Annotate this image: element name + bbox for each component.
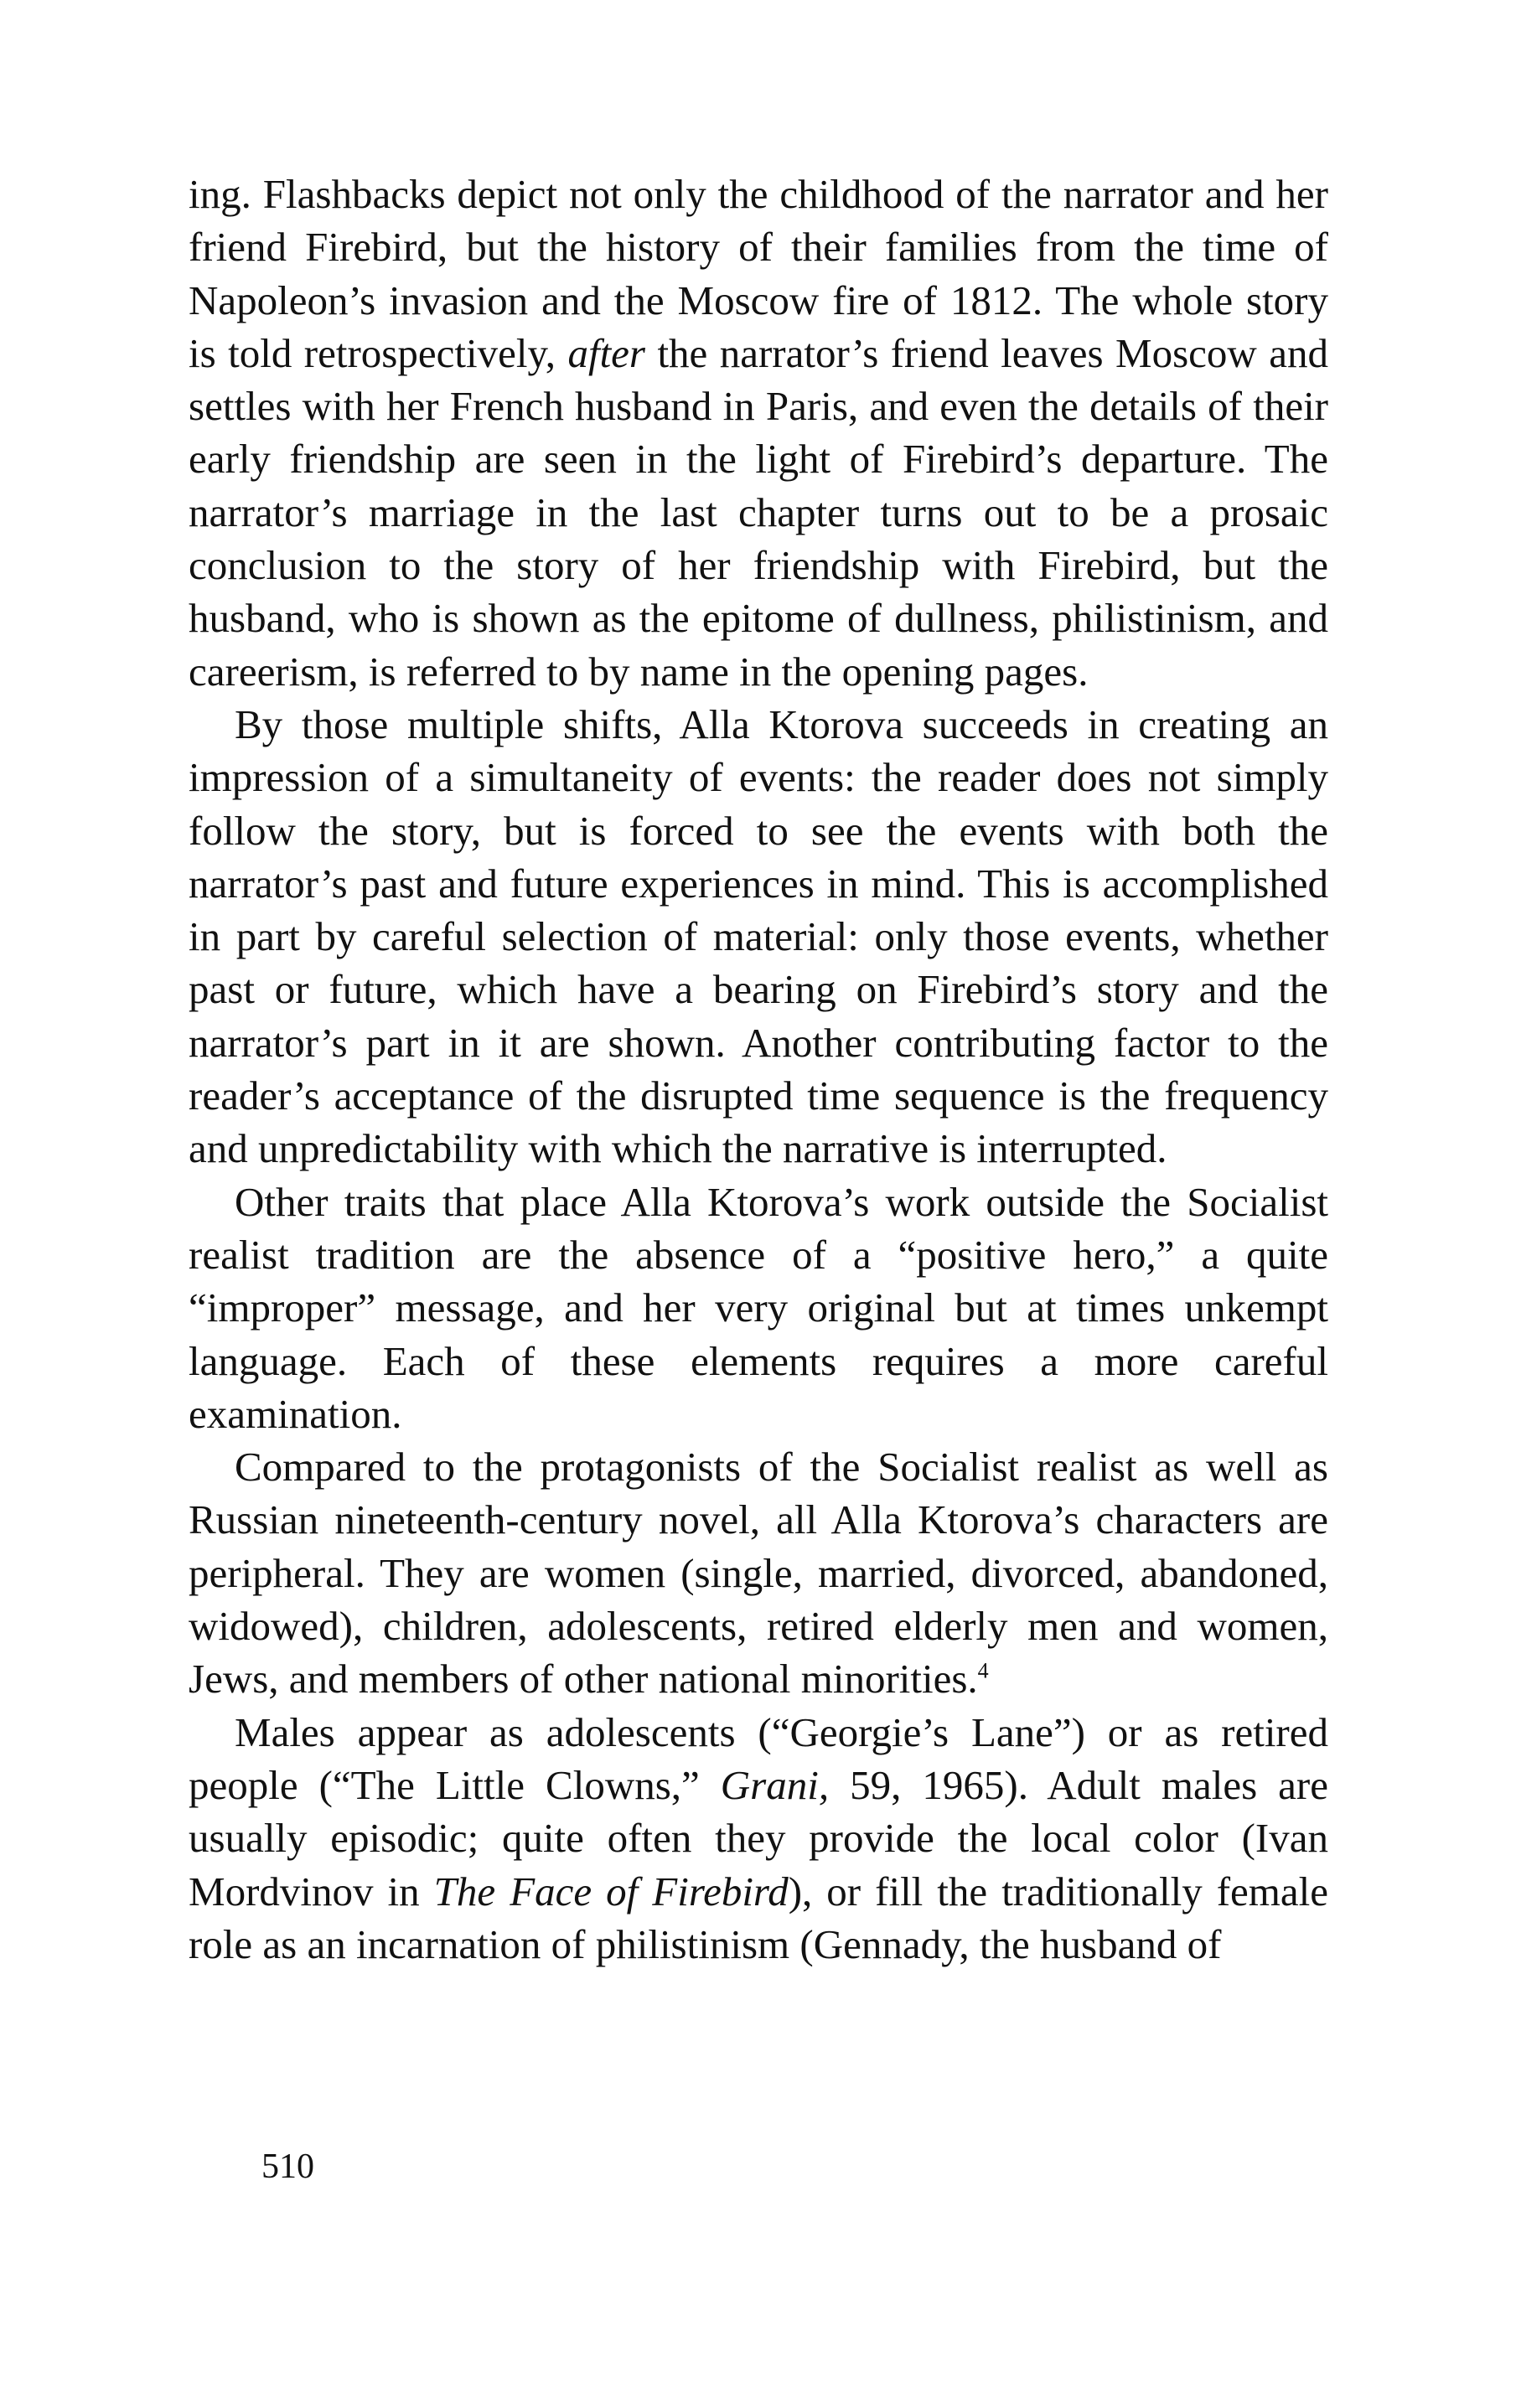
paragraph-5: [189, 1706, 1328, 1971]
paragraph-2-text: By those multiple shifts, Alla Ktorova succeeds in creating an impression of a simultaneity of events: the reader does not simply follow the story, but is forced to see the events with both the narrator’s past and future experiences in mind. This is accomplished in part by careful selection of material: only those events, whether past or future, which have a bearing on Firebird’s story and the narrator’s part in it are shown. Another contributing factor to the reader’s acceptance of the disrupted time sequence is the frequency and unpredictability with which the narrative is interrupted.: [189, 700, 1328, 1172]
paragraph-2: [189, 698, 1328, 1176]
paragraph-1: [189, 168, 1328, 698]
paragraph-4: [189, 1440, 1328, 1705]
footnote-reference: 4: [977, 1658, 989, 1683]
paragraph-1-italic-after: after: [567, 329, 645, 376]
paragraph-1-text-1: ing. Flashbacks depict not only the childhood of the narrator and her friend Firebird, but the history of their families from the time of Napoleon’s invasion and the Moscow fire of 1812. The whole story is told retrospectively,: [189, 171, 1328, 376]
paragraph-3-text: Other traits that place Alla Ktorova’s work outside the Socialist realist tradition are the absence of a “positive hero,” a quite “improper” message, and her very original but at times unkempt language. Each of these elements requires a more careful examination.: [189, 1178, 1328, 1437]
paragraph-4-text: Compared to the protagonists of the Socialist realist as well as Russian nineteenth-century novel, all Alla Ktorova’s characters are peripheral. They are women (single, married, divorced, abandoned, widowed), children, adolescents, retired elderly men and women, Jews, and members of other national minorities.: [189, 1444, 1328, 1703]
paragraph-3: [189, 1176, 1328, 1440]
paragraph-5-text-1: Males appear as adolescents (“Georgie’s Lane”) or as retired people (“The Little Clowns,”: [189, 1708, 1328, 1808]
page-body: [189, 168, 1328, 1971]
paragraph-5-italic-grani: Grani,: [720, 1761, 830, 1808]
paragraph-5-text-2: 59, 1965). Adult males are usually episodic; quite often they provide the local color (Ivan Mordvinov in: [189, 1761, 1328, 1915]
paragraph-5-text-3: ), or fill the traditionally female role as an incarnation of philistinism (Gennady, the husband of: [189, 1868, 1329, 1967]
paragraph-1-text-2: the narrator’s friend leaves Moscow and settles with her French husband in Paris, and even the details of their early friendship are seen in the light of Firebird’s departure. The narrator’s marriage in the last chapter turns out to be a prosaic conclusion to the story of her friendship with Firebird, but the husband, who is shown as the epitome of dullness, philistinism, and careerism, is referred to by name in the opening pages.: [189, 329, 1328, 695]
paragraph-5-italic-title: The Face of Firebird: [433, 1868, 789, 1915]
page-number: 510: [261, 2147, 314, 2186]
